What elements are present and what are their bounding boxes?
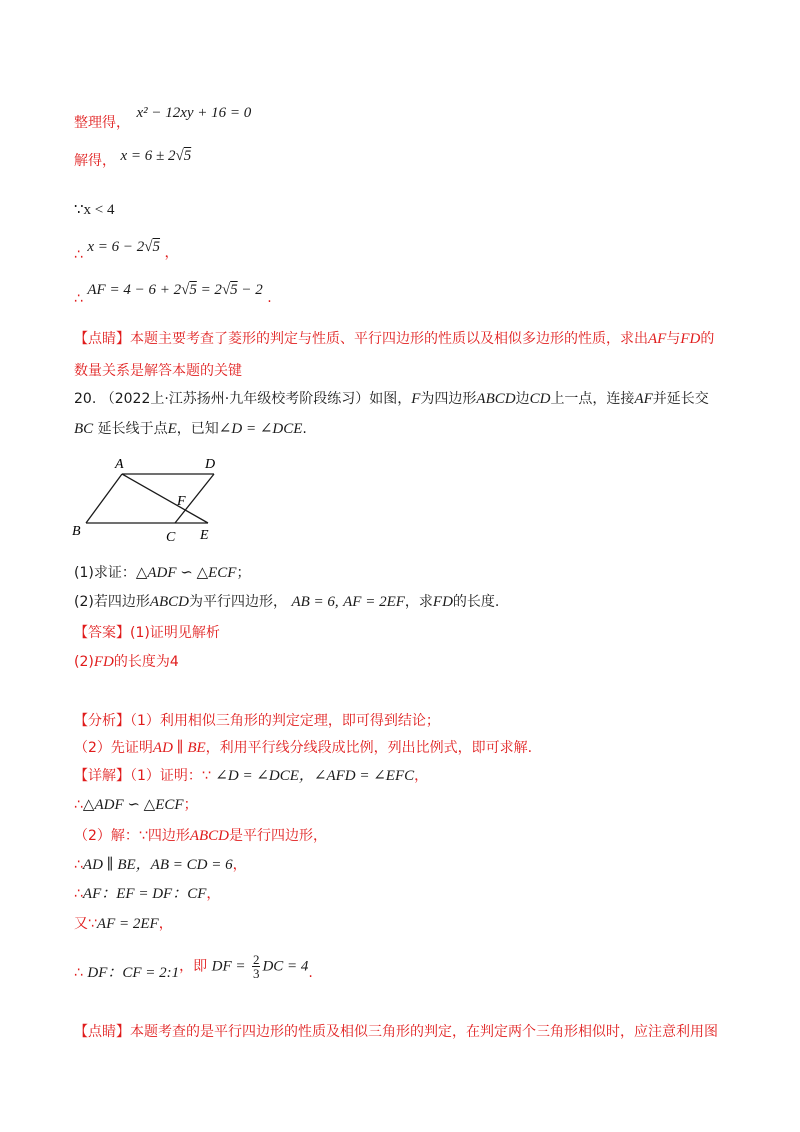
equation-x-value: x = 6 − 2√5 [87, 239, 161, 255]
var-af: AF [648, 331, 667, 347]
ab-value: AB = 6, [291, 594, 339, 610]
question-20-line-1 [74, 389, 709, 409]
angle-equalities: ∠D = ∠DCE，∠AFD = ∠EFC [215, 768, 415, 784]
label-c: C [166, 530, 176, 545]
part-text: (2)若四边形 [74, 594, 150, 610]
label-b: B [72, 524, 81, 539]
detail-text: （1）证明： [130, 768, 202, 784]
line-af-value [74, 280, 272, 307]
question-part-1 [74, 563, 250, 583]
therefore-symbol: ∴ [74, 964, 83, 981]
similar-triangles-expr: △ADF ∽ △ECF [135, 565, 237, 581]
equation-af-value: AF = 4 − 6 + 2√5 = 2√5 − 2 [87, 282, 263, 298]
detail-tag: 【详解】 [74, 768, 130, 784]
question-20-line-2 [74, 419, 307, 439]
line-solved [74, 148, 192, 171]
punct: ， [206, 886, 221, 902]
sqrt-radicand: 5 [152, 239, 161, 255]
af-relation: AF = 2EF [96, 916, 159, 932]
fraction-two-thirds [252, 953, 261, 980]
punct: ， [414, 768, 429, 784]
question-source: （2022上·江苏扬州·九年级校考阶段练习）如图， [100, 391, 412, 407]
af-relation: AF = 2EF [343, 594, 405, 610]
label-solved: 解得， [74, 153, 116, 169]
punct: . [308, 964, 313, 981]
parallel-and-equal: AD ∥ BE，AB = CD = 6 [82, 857, 233, 873]
therefore-symbol: ∴ [74, 291, 83, 307]
therefore-symbol: ∴ [74, 886, 83, 902]
punct: . [267, 290, 272, 306]
analysis-line-1 [74, 711, 440, 731]
segment-ab [86, 474, 122, 523]
analysis-tag: 【分析】 [74, 713, 130, 729]
detail-line-7 [74, 953, 313, 980]
detail-line-4 [74, 855, 247, 875]
equation-solved: x = 6 ± 2√5 [120, 148, 192, 164]
analysis-text: （2）先证明 [74, 740, 153, 756]
var-fd: FD [680, 331, 701, 347]
punct: ； [183, 797, 198, 813]
detail-text: 四边形 [147, 828, 190, 844]
detail-line-6 [74, 914, 173, 934]
analysis-text: （1）利用相似三角形的判定定理，即可得到结论； [130, 713, 440, 729]
part-text: 的长度. [452, 594, 500, 610]
sqrt-radicand: 5 [230, 282, 238, 298]
part-label: (1)求证： [74, 565, 136, 581]
line-simplified [74, 105, 252, 131]
therefore-symbol: ∴ [74, 857, 83, 873]
comment-text: 与 [666, 331, 681, 347]
comment-text: 数量关系是解答本题的关键 [74, 363, 242, 379]
comment-text: 的 [700, 331, 715, 347]
q-text: 并延长交 [652, 391, 709, 407]
answer-2-text: 的长度为4 [113, 654, 179, 670]
because-symbol: ∵ [201, 768, 211, 784]
question-part-2 [74, 592, 499, 612]
var-abcd: ABCD [189, 828, 230, 844]
answer-1: (1)证明见解析 [130, 625, 220, 641]
comment-tag: 【点睛】 [74, 331, 130, 347]
comment-text: 本题主要考查了菱形的判定与性质、平行四边形的性质以及相似多边形的性质，求出 [130, 331, 648, 347]
var-cd: CD [529, 391, 551, 407]
answer-line-2 [74, 652, 179, 672]
q-text: 延长线于点 [97, 421, 168, 437]
detail-line-2 [74, 795, 198, 815]
parallel-expr: AD ∥ BE [152, 740, 206, 756]
ratio-expr: AF：EF = DF：CF [82, 886, 207, 902]
label-d: D [205, 457, 216, 472]
fraction-denominator: 3 [252, 966, 260, 981]
because-symbol: ∵ [138, 828, 148, 844]
detail-text: ，即 [179, 958, 208, 975]
comment-1-line-2 [74, 361, 242, 381]
label-f: F [177, 494, 186, 509]
equation-solved-part: x = 6 ± 2 [120, 148, 176, 164]
part-text: 为平行四边形， [189, 594, 288, 610]
var-abcd: ABCD [149, 594, 190, 610]
equation-x-part: x = 6 − 2 [87, 239, 145, 255]
var-fd: FD [93, 654, 114, 670]
angle-condition: ∠D = ∠DCE [218, 421, 303, 437]
similar-triangles-expr: △ADF ∽ △ECF [82, 797, 184, 813]
q-text: . [302, 421, 307, 437]
detail-line-1 [74, 766, 428, 786]
comment-1-line-1 [74, 329, 714, 349]
answer-2-label: (2) [74, 654, 94, 670]
df-eq: DF = [211, 958, 246, 975]
comment-2-line-1 [74, 1022, 718, 1042]
equation-simplified: x² − 12xy + 16 = 0 [136, 105, 252, 121]
analysis-line-2 [74, 738, 532, 758]
analysis-text: ，利用平行线分线段成比例，列出比例式，即可求解. [205, 740, 533, 756]
eq-part: AF = 4 − 6 + 2 [87, 282, 182, 298]
detail-text: （2）解： [74, 828, 139, 844]
sqrt-radicand: 5 [189, 282, 197, 298]
q-text: 边 [515, 391, 530, 407]
therefore-symbol: ∴ [74, 247, 83, 263]
ratio-result: DF：CF = 2:1 [87, 964, 180, 981]
therefore-symbol: ∴ [74, 797, 83, 813]
fraction-numerator: 2 [252, 952, 260, 967]
detail-text: 是平行四边形， [229, 828, 328, 844]
punct: ， [158, 916, 173, 932]
label-e: E [200, 528, 209, 543]
punct: ， [232, 857, 247, 873]
comment-text: 本题考查的是平行四边形的性质及相似三角形的判定，在判定两个三角形相似时，应注意利用图 [130, 1024, 718, 1040]
also-because: 又∵ [74, 916, 97, 932]
eq-part: − 2 [237, 282, 263, 298]
q-text: ，已知 [176, 421, 219, 437]
punct: ； [236, 565, 251, 581]
punct: ， [164, 245, 179, 261]
sqrt-radicand: 5 [183, 148, 192, 164]
answer-tag: 【答案】 [74, 625, 130, 641]
answer-line-1 [74, 623, 220, 643]
line-x-value [74, 237, 179, 263]
detail-line-3 [74, 826, 327, 846]
q-text: 上一点，连接 [550, 391, 635, 407]
question-number: 20. [74, 391, 97, 407]
var-af: AF [634, 391, 653, 407]
label-a: A [115, 457, 124, 472]
detail-line-5 [74, 884, 220, 904]
label-simplified: 整理得， [74, 115, 130, 131]
var-fd: FD [432, 594, 453, 610]
condition-x-less-4: ∵x < 4 [74, 202, 115, 218]
comment-tag: 【点睛】 [74, 1024, 130, 1040]
dc-result: DC = 4 [262, 958, 309, 975]
q-text: 为四边形 [420, 391, 477, 407]
var-abcd: ABCD [476, 391, 516, 407]
line-condition [74, 200, 115, 220]
part-text: ，求 [404, 594, 433, 610]
var-e: E [167, 421, 177, 437]
geometry-figure [62, 450, 232, 550]
var-f: F [411, 391, 421, 407]
eq-part: = 2 [196, 282, 222, 298]
var-bc: BC [74, 421, 94, 437]
